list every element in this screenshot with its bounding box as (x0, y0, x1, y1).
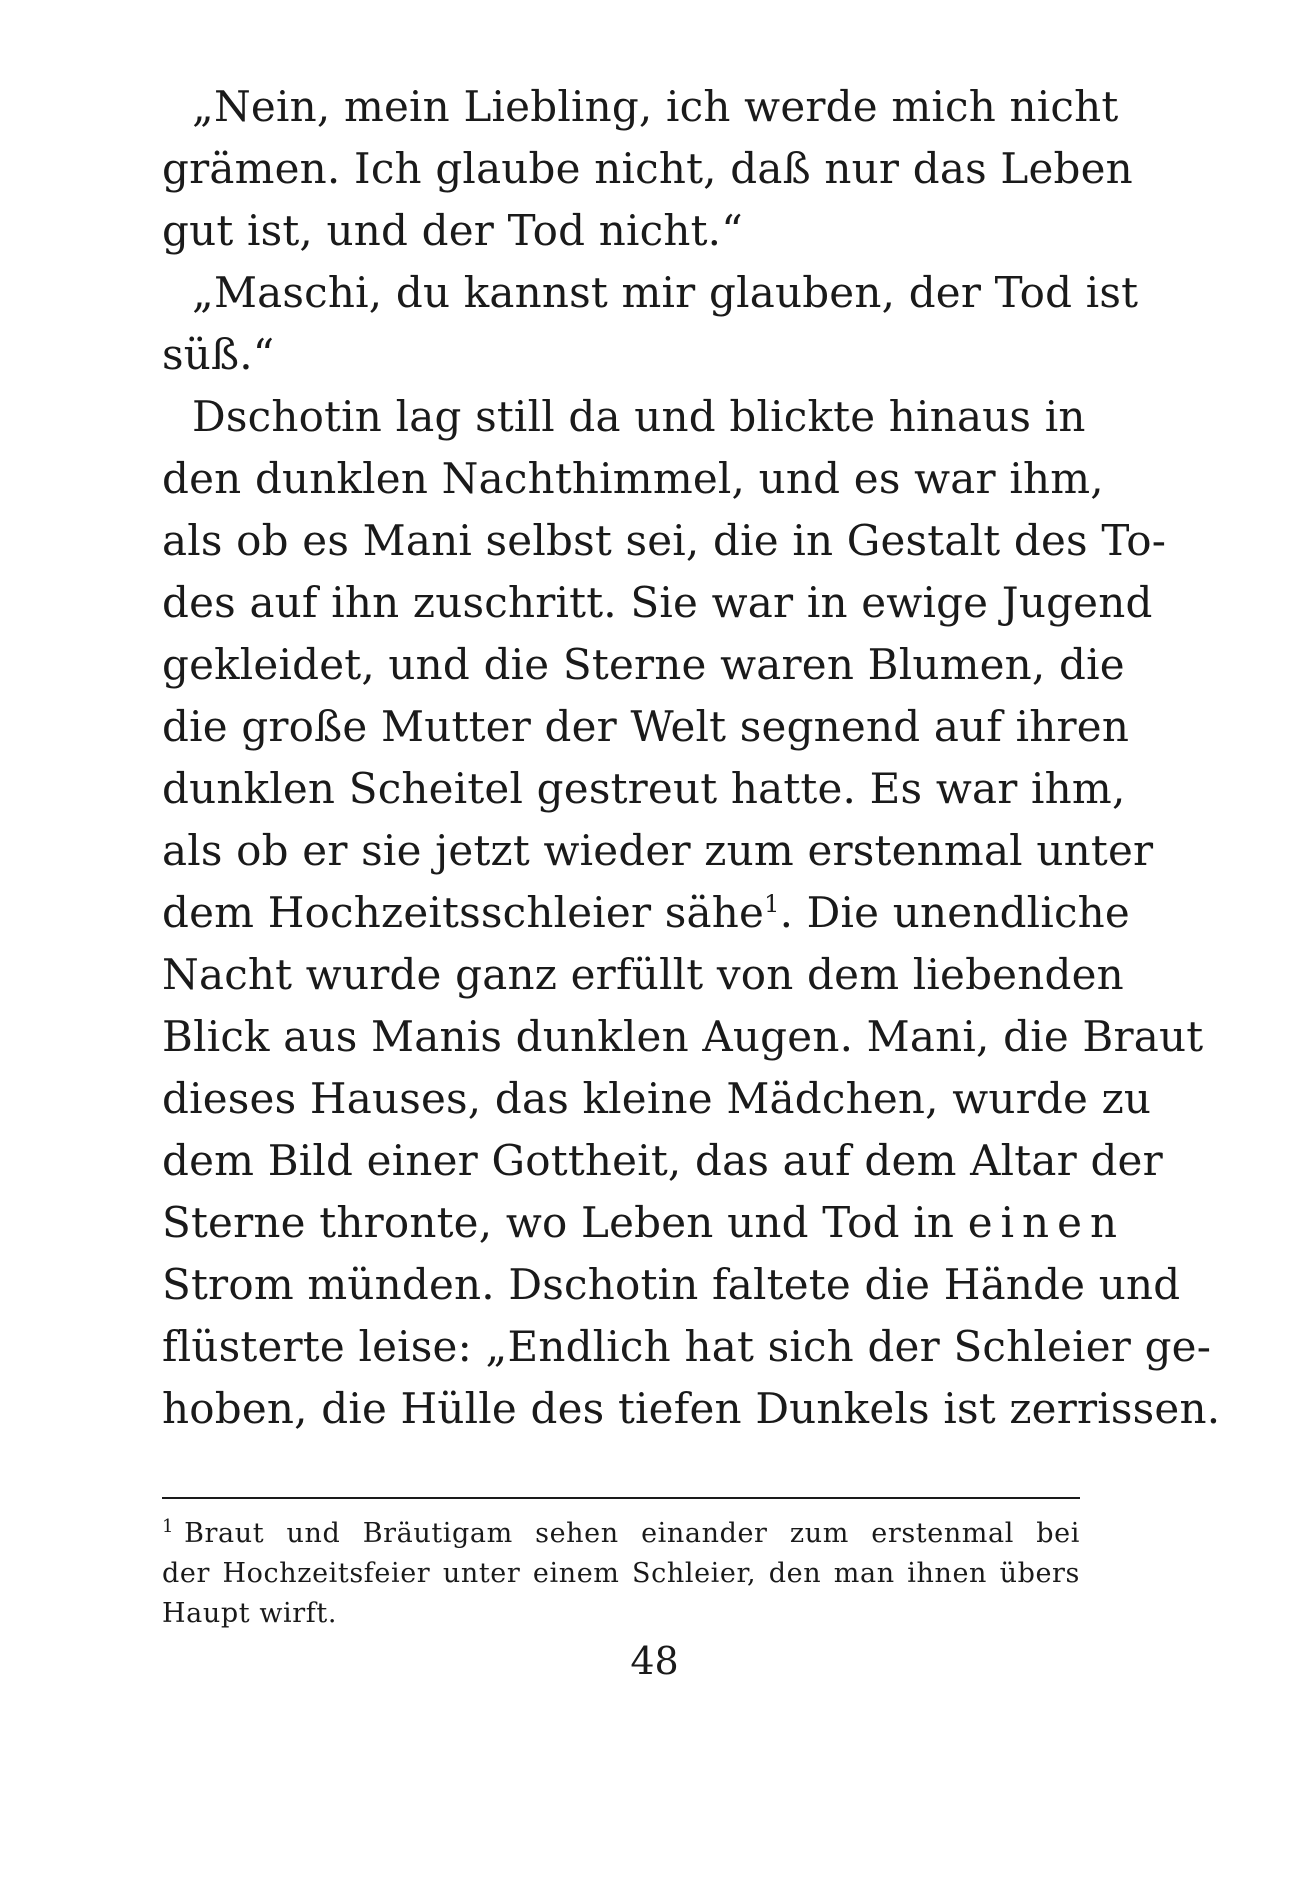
footnote-line-1 (162, 1514, 1080, 1554)
text-line-18: dem Bild einer Gottheit, das auf dem Altar der (162, 1136, 1163, 1185)
text-line-13: als ob er sie jetzt wieder zum erstenmal unter (162, 826, 1154, 875)
text-line-17: dieses Hauses, das kleine Mädchen, wurde zu (162, 1074, 1152, 1123)
text-line-9: des auf ihn zuschritt. Sie war in ewige Jugend (162, 578, 1153, 627)
text-line-14-head: dem Hochzeitsschleier sähe (162, 888, 765, 937)
footnote-line-1-text: Braut und Bräutigam sehen einander zum erstenmal bei (184, 1518, 1080, 1549)
footnote-reference: 1 (764, 890, 780, 918)
footnote-line-3: Haupt wirft. (162, 1598, 338, 1629)
footnote-divider (162, 1497, 1080, 1499)
text-line-8: als ob es Mani selbst sei, die in Gestalt des To- (162, 516, 1167, 565)
text-line-1: „Nein, mein Liebling, ich werde mich nicht (192, 82, 1119, 131)
text-line-14 (162, 882, 1130, 944)
text-line-16: Blick aus Manis dunklen Augen. Mani, die Braut (162, 1012, 1204, 1061)
text-line-12: dunklen Scheitel gestreut hatte. Es war ihm, (162, 764, 1126, 813)
text-line-10: gekleidet, und die Sterne waren Blumen, die (162, 640, 1125, 689)
text-line-21: flüsterte leise: „Endlich hat sich der Schleier ge- (162, 1322, 1212, 1371)
text-line-14-tail: . Die unendliche (779, 888, 1130, 937)
text-line-5: süß.“ (162, 330, 275, 379)
spaced-emphasis: einen (967, 1198, 1125, 1247)
text-line-19-head: Sterne thronte, wo Leben und Tod in (162, 1198, 955, 1247)
text-line-11: die große Mutter der Welt segnend auf ihren (162, 702, 1130, 751)
text-line-7: den dunklen Nachthimmel, und es war ihm, (162, 454, 1104, 503)
text-line-3: gut ist, und der Tod nicht.“ (162, 206, 743, 255)
text-line-4: „Maschi, du kannst mir glauben, der Tod ist (192, 268, 1139, 317)
footnote-marker: 1 (162, 1516, 175, 1537)
text-line-20: Strom münden. Dschotin faltete die Hände und (162, 1260, 1181, 1309)
text-line-15: Nacht wurde ganz erfüllt von dem liebenden (162, 950, 1124, 999)
text-line-6: Dschotin lag still da und blickte hinaus in (192, 392, 1086, 441)
text-line-2: grämen. Ich glaube nicht, daß nur das Leben (162, 144, 1133, 193)
footnote-line-2: der Hochzeitsfeier unter einem Schleier, den man ihnen übers (162, 1558, 1080, 1589)
text-line-22: hoben, die Hülle des tiefen Dunkels ist zerrissen. (162, 1384, 1221, 1433)
text-line-19 (162, 1192, 1125, 1254)
page-number: 48 (630, 1639, 679, 1683)
